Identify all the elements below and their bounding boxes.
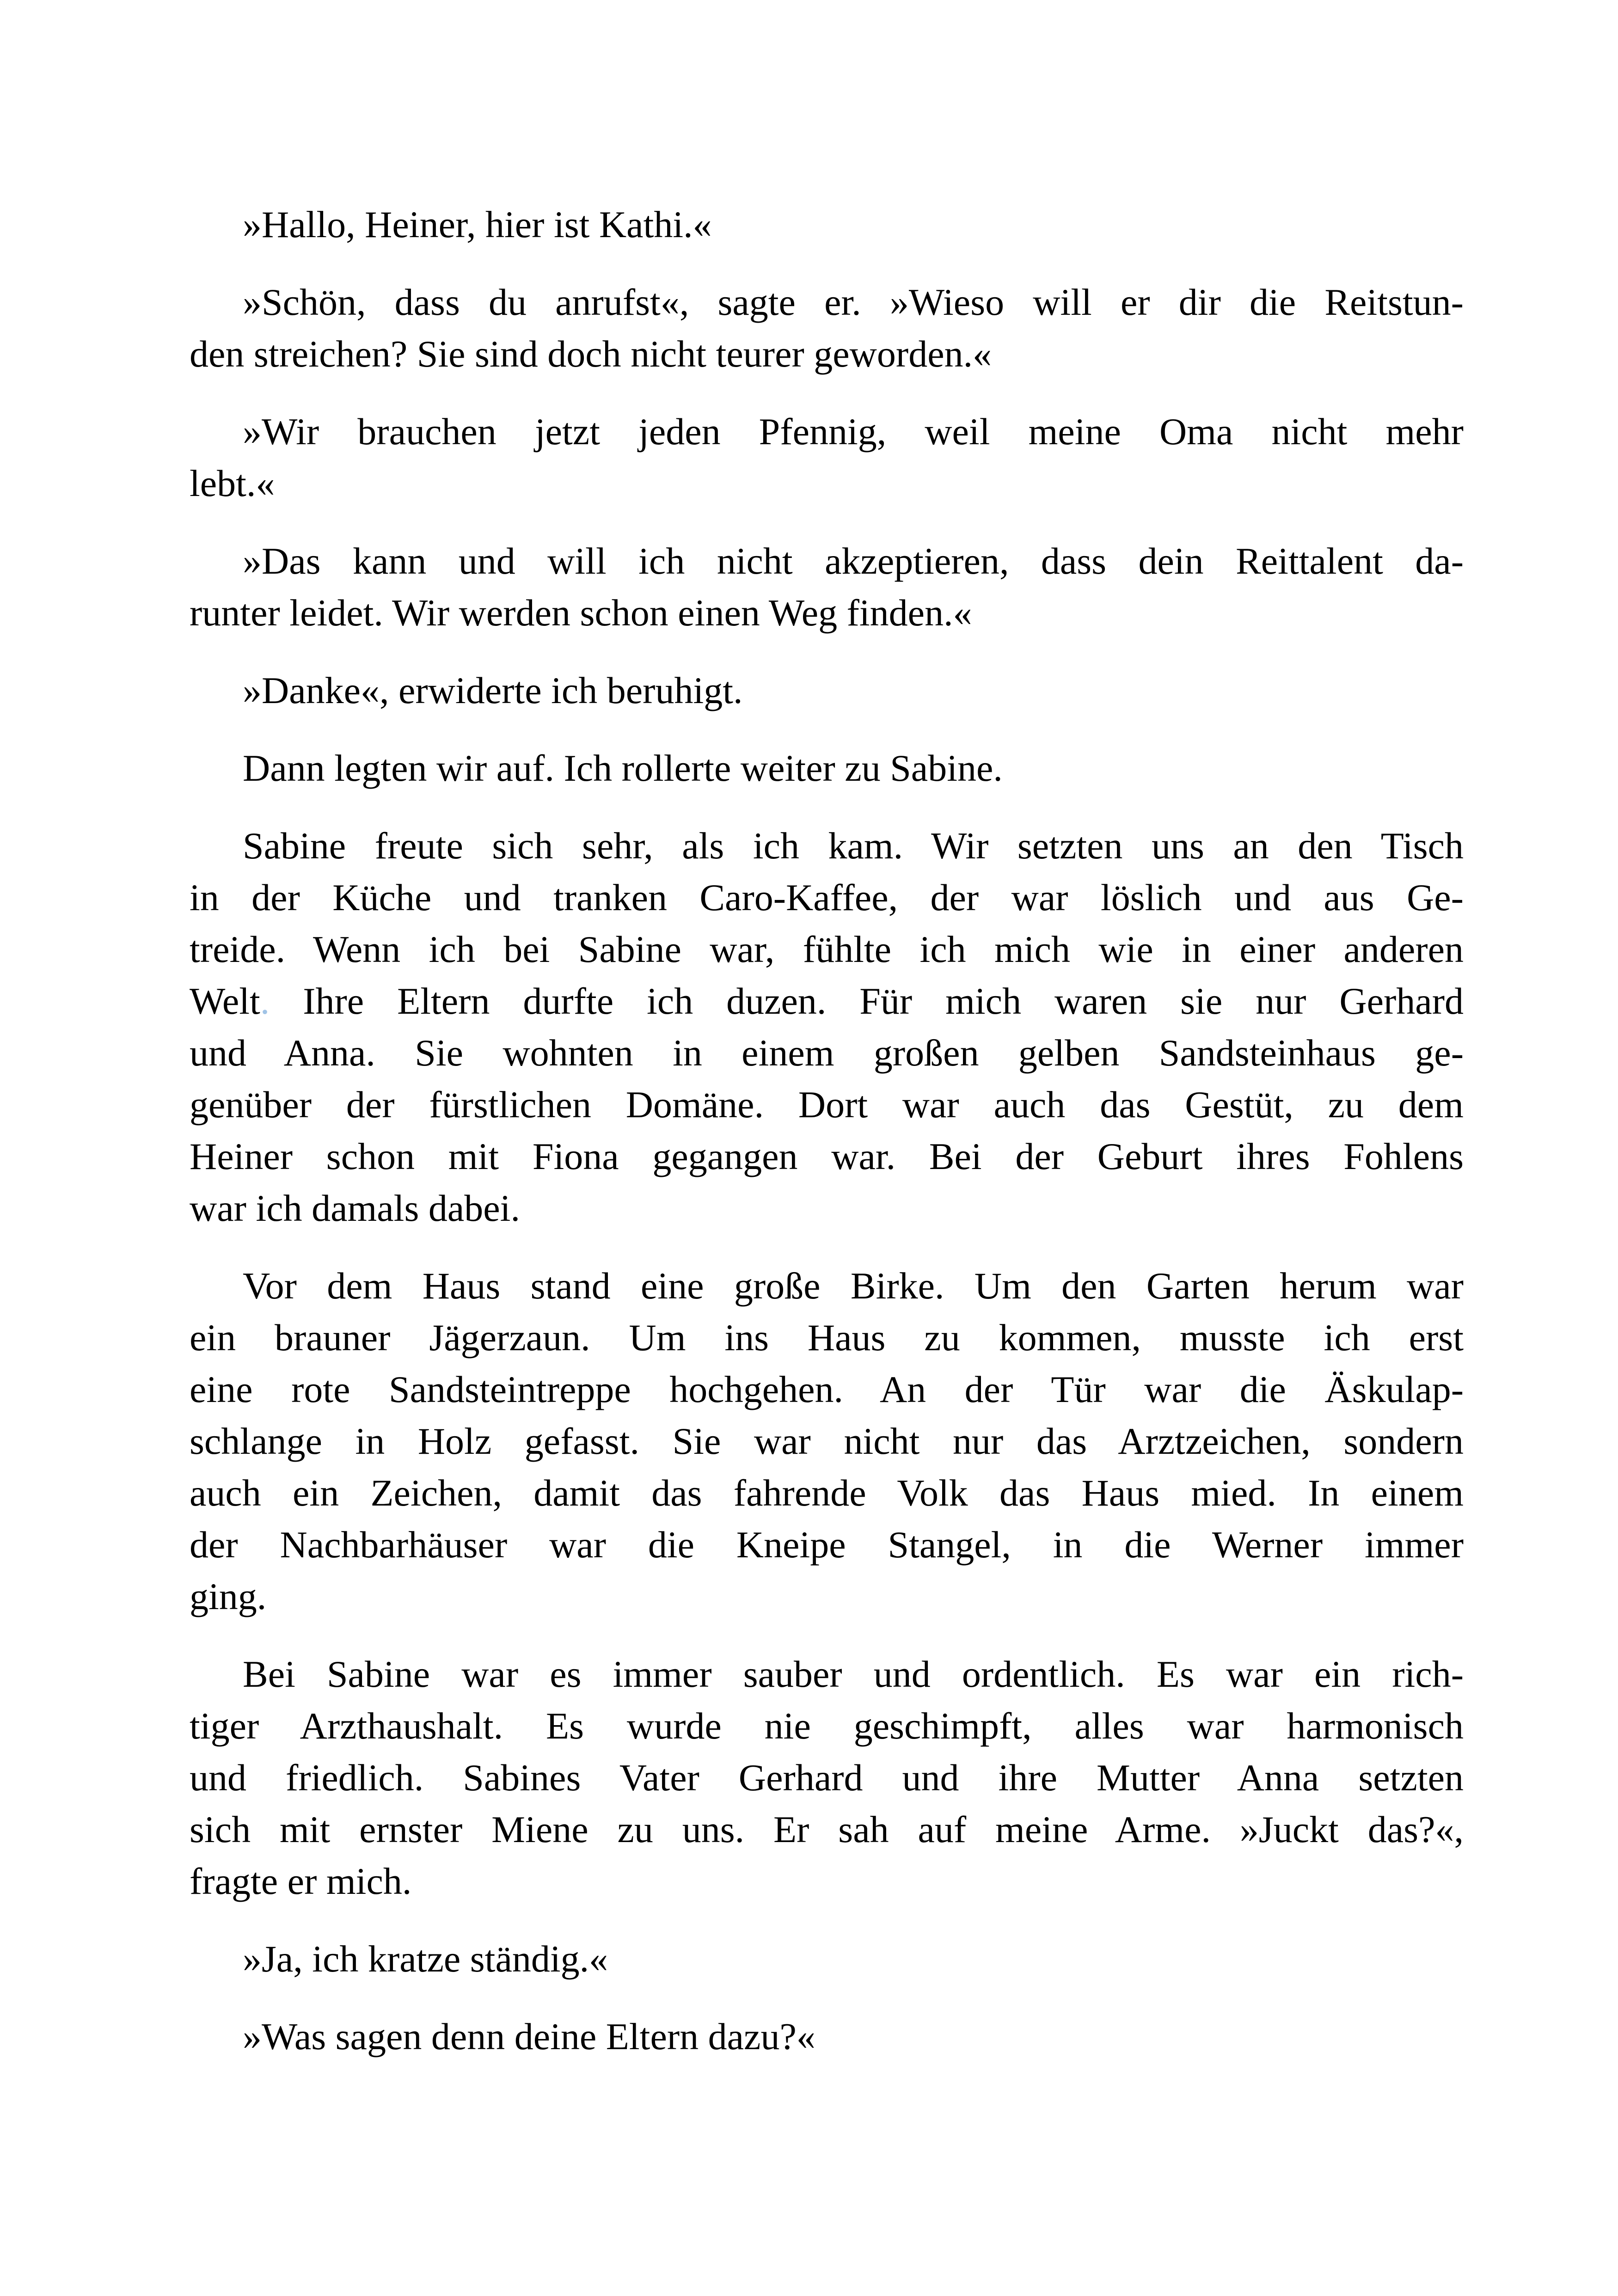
- text-line: fragte er mich.: [190, 1860, 412, 1902]
- text-line: »Wir brauchen jetzt jeden Pfennig, weil meine Oma nicht mehr: [243, 410, 1464, 453]
- text-line: den streichen? Sie sind doch nicht teurer geworden.«: [190, 333, 992, 375]
- paragraph: [190, 1933, 1464, 1985]
- text-line: »Das kann und will ich nicht akzeptieren, dass dein Reittalent da-: [243, 540, 1464, 582]
- text-line: Sabine freute sich sehr, als ich kam. Wir setzten uns an den Tisch: [243, 825, 1464, 867]
- text-line: »Danke«, erwiderte ich beruhigt.: [243, 669, 743, 711]
- text-line: »Ja, ich kratze ständig.«: [243, 1938, 608, 1980]
- text-line: lebt.«: [190, 462, 275, 504]
- paragraph: [190, 535, 1464, 639]
- text-line: »Schön, dass du anrufst«, sagte er. »Wieso will er dir die Reitstun-: [243, 281, 1464, 323]
- text-line: eine rote Sandsteintreppe hochgehen. An der Tür war die Äskulap-: [190, 1368, 1464, 1410]
- text-line: »Hallo, Heiner, hier ist Kathi.«: [243, 203, 712, 245]
- text-line: [190, 975, 1464, 1027]
- text-segment: Welt: [190, 980, 260, 1022]
- text-line: Heiner schon mit Fiona gegangen war. Bei der Geburt ihres Fohlens: [190, 1135, 1464, 1177]
- paragraph: [190, 199, 1464, 251]
- text-line: »Was sagen denn deine Eltern dazu?«: [243, 2015, 815, 2057]
- text-block: [190, 199, 1464, 2063]
- text-line: und Anna. Sie wohnten in einem großen gelben Sandsteinhaus ge-: [190, 1032, 1464, 1074]
- text-segment: Ihre Eltern durfte ich duzen. Für mich waren sie nur Gerhard: [270, 980, 1464, 1022]
- paragraph: [190, 1260, 1464, 1623]
- text-line: Vor dem Haus stand eine große Birke. Um den Garten herum war: [243, 1265, 1464, 1307]
- highlighted-period: .: [260, 980, 270, 1022]
- paragraph: [190, 276, 1464, 380]
- text-line: ein brauner Jägerzaun. Um ins Haus zu kommen, musste ich erst: [190, 1316, 1464, 1359]
- text-line: ging.: [190, 1575, 267, 1617]
- paragraph: [190, 2011, 1464, 2063]
- text-line: auch ein Zeichen, damit das fahrende Volk das Haus mied. In einem: [190, 1472, 1464, 1514]
- text-line: Bei Sabine war es immer sauber und ordentlich. Es war ein rich-: [243, 1653, 1464, 1695]
- paragraph: [190, 665, 1464, 716]
- text-line: runter leidet. Wir werden schon einen Weg finden.«: [190, 592, 972, 634]
- paragraph: [190, 742, 1464, 794]
- paragraph: [190, 1648, 1464, 1907]
- text-line: genüber der fürstlichen Domäne. Dort war auch das Gestüt, zu dem: [190, 1084, 1464, 1126]
- text-line: Dann legten wir auf. Ich rollerte weiter zu Sabine.: [243, 747, 1003, 789]
- text-line: der Nachbarhäuser war die Kneipe Stangel, in die Werner immer: [190, 1524, 1464, 1566]
- text-line: in der Küche und tranken Caro-Kaffee, der war löslich und aus Ge-: [190, 876, 1464, 918]
- paragraph: [190, 406, 1464, 509]
- text-line: und friedlich. Sabines Vater Gerhard und ihre Mutter Anna setzten: [190, 1757, 1464, 1799]
- text-line: war ich damals dabei.: [190, 1187, 520, 1229]
- text-line: sich mit ernster Miene zu uns. Er sah auf meine Arme. »Juckt das?«,: [190, 1808, 1464, 1850]
- text-line: treide. Wenn ich bei Sabine war, fühlte ich mich wie in einer anderen: [190, 928, 1464, 970]
- text-line: tiger Arzthaushalt. Es wurde nie geschimpft, alles war harmonisch: [190, 1705, 1464, 1747]
- text-line: schlange in Holz gefasst. Sie war nicht nur das Arztzeichen, sondern: [190, 1420, 1464, 1462]
- paragraph: [190, 820, 1464, 1234]
